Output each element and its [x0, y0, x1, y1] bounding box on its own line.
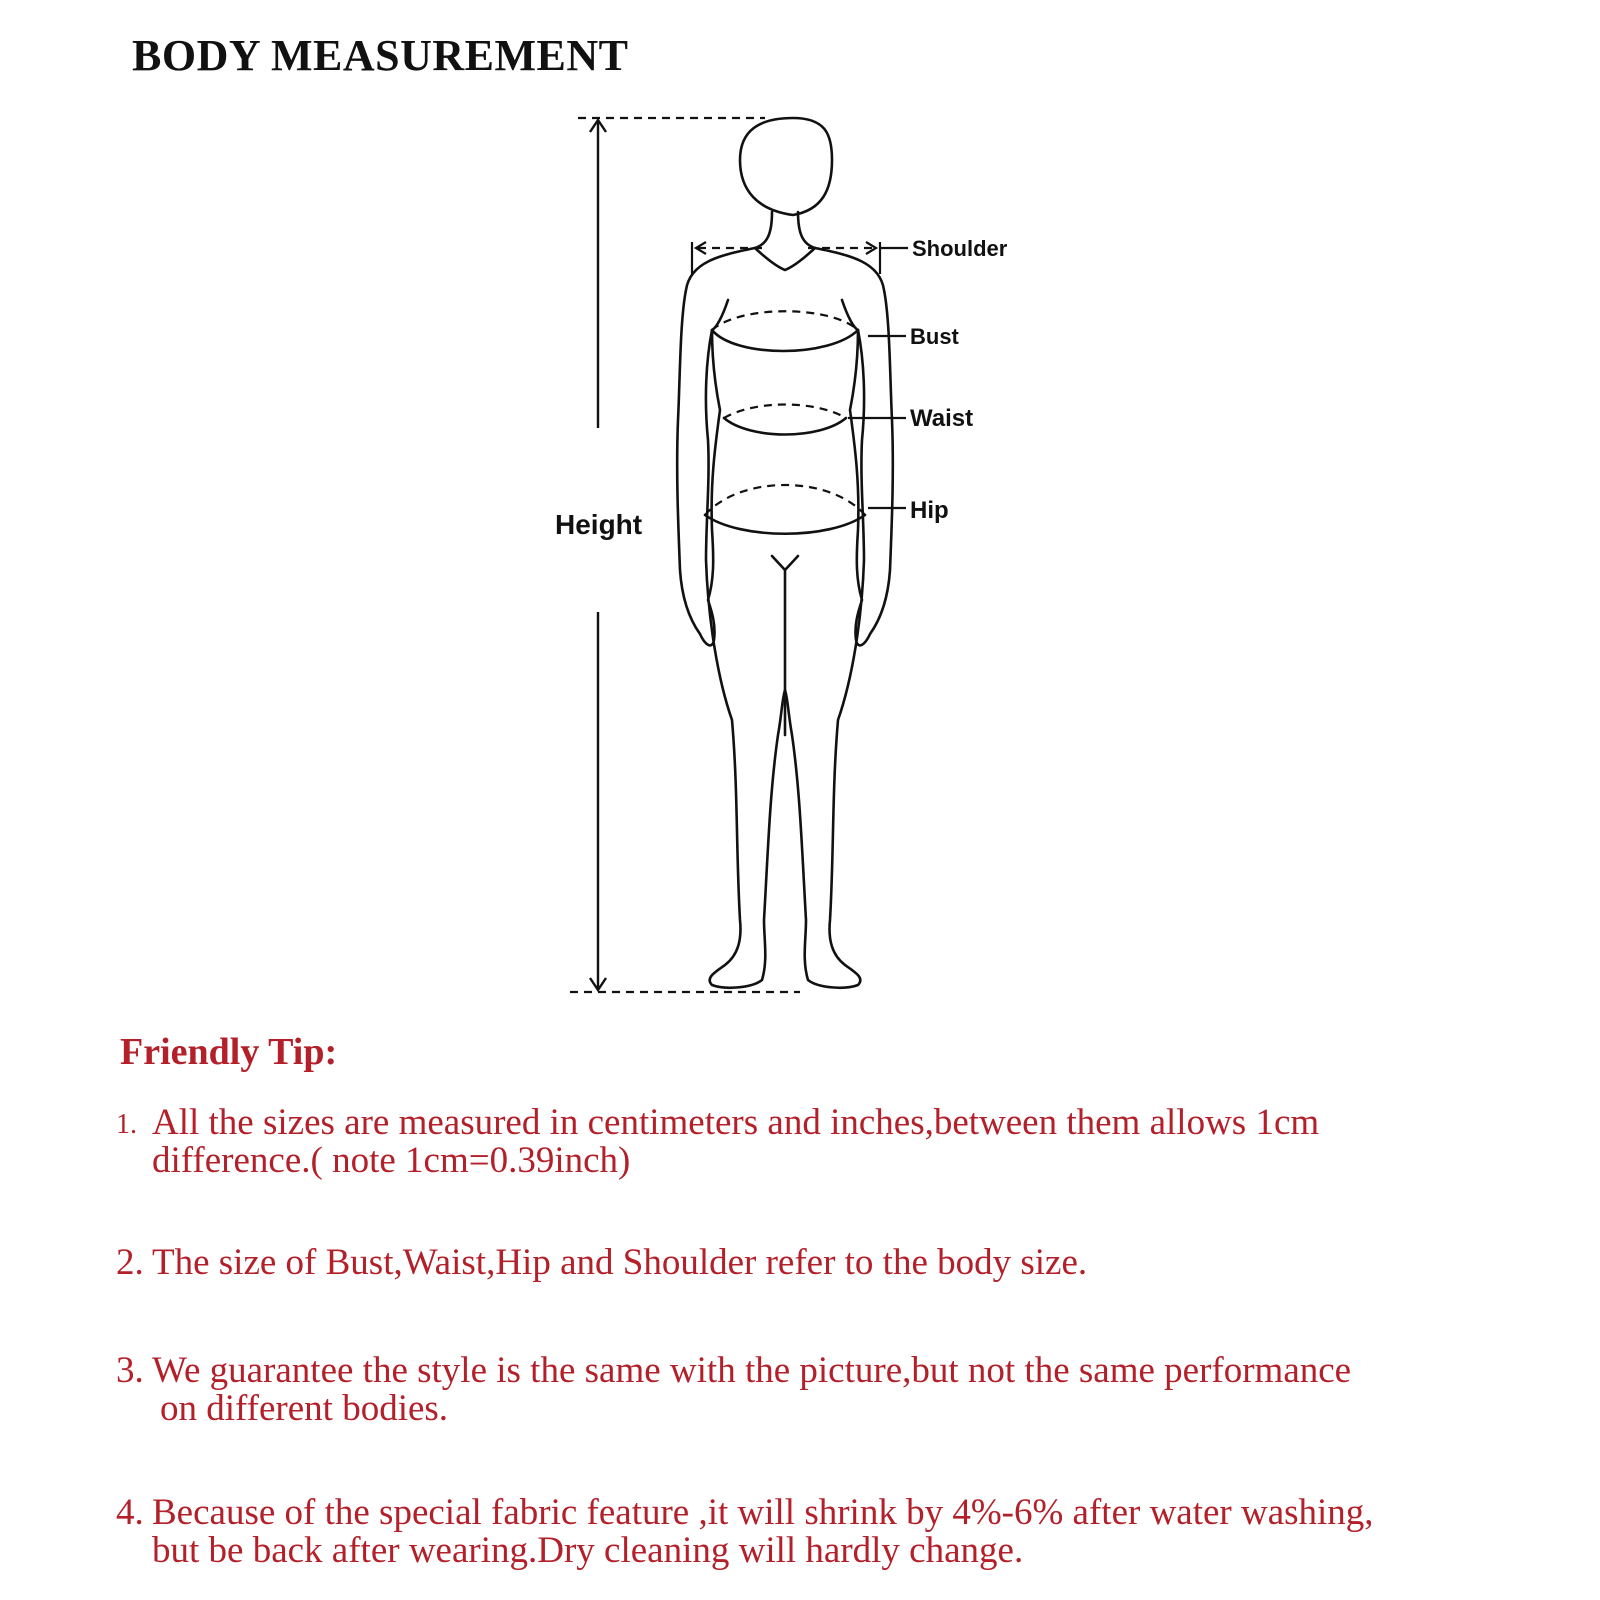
tip-text-line2: difference.( note 1cm=0.39inch)	[152, 1140, 631, 1181]
tip-text-line2: on different bodies.	[160, 1388, 449, 1429]
tip-text-line2: but be back after wearing.Dry cleaning will hardly change.	[152, 1530, 1024, 1571]
tip-number: 2.	[116, 1242, 144, 1283]
tip-text-line1: Because of the special fabric feature ,it will shrink by 4%-6% after water washing,	[152, 1492, 1374, 1533]
bust-label: Bust	[910, 324, 959, 349]
waist-label: Waist	[910, 405, 974, 432]
tip-text-line1: All the sizes are measured in centimeters and inches,between them allows 1cm	[152, 1102, 1320, 1143]
figure-head	[740, 118, 832, 215]
shoulder-label: Shoulder	[912, 236, 1008, 261]
tip-number: 3.	[116, 1350, 144, 1391]
tip-number: 4.	[116, 1492, 144, 1533]
hip-curve	[705, 515, 865, 534]
height-label: Height	[555, 509, 643, 540]
tip-text-line1: We guarantee the style is the same with the picture,but not the same performance	[152, 1350, 1352, 1391]
friendly-tip-heading: Friendly Tip:	[120, 1031, 338, 1073]
tip-number: 1.	[116, 1109, 137, 1140]
bust-curve	[712, 330, 858, 351]
tip-text-line1: The size of Bust,Waist,Hip and Shoulder refer to the body size.	[152, 1242, 1088, 1283]
hip-label: Hip	[910, 497, 949, 524]
waist-curve	[724, 418, 846, 435]
page-title: BODY MEASUREMENT	[132, 31, 629, 80]
